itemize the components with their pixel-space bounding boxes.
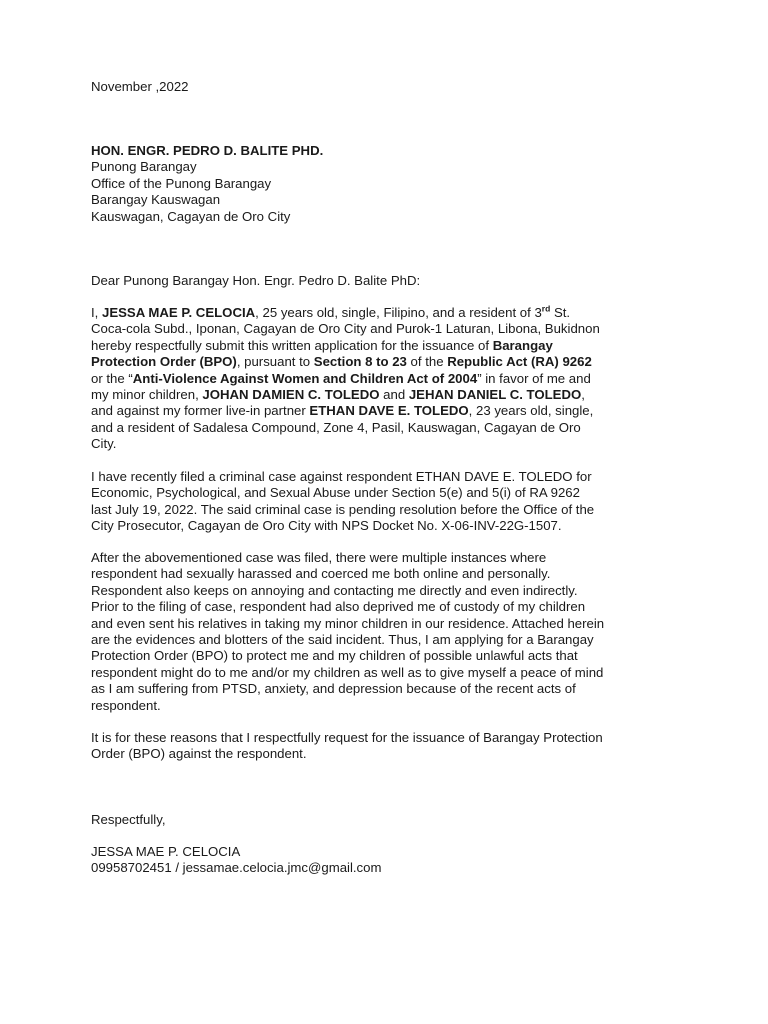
- paragraph-line: respondent might do to me and/or my children as well as to give myself a peace of mind: [91, 664, 604, 680]
- salutation-text: Dear Punong Barangay Hon. Engr. Pedro D. Balite PhD:: [91, 273, 421, 288]
- paragraph-line: [91, 321, 681, 337]
- signature-contact: 09958702451 / jessamae.celocia.jmc@gmail.com: [91, 860, 382, 876]
- text-run: my minor children,: [91, 387, 203, 403]
- text-run: City.: [91, 436, 117, 452]
- addressee-line: Kauswagan, Cagayan de Oro City: [91, 208, 291, 224]
- text-run: Coca-cola Subd., Iponan, Cagayan de Oro City and Purok-1 Laturan, Libona, Bukidnon: [91, 321, 600, 337]
- bold-text: Section 8 to 23: [313, 354, 407, 370]
- bold-text: Anti-Violence Against Women and Children Act of 2004: [132, 370, 478, 386]
- paragraph-application: [91, 305, 681, 453]
- bold-text: JEHAN DANIEL C. TOLEDO: [408, 387, 582, 403]
- bold-text: JESSA MAE P. CELOCIA: [102, 305, 256, 320]
- salutation: [91, 273, 681, 289]
- text-run: I,: [91, 305, 102, 320]
- paragraph-line: [91, 387, 681, 403]
- paragraph-incidents: [91, 550, 681, 714]
- paragraph-line: [91, 305, 681, 321]
- paragraph-line: Respondent also keeps on annoying and contacting me directly and even indirectly.: [91, 582, 578, 598]
- paragraph-line: [91, 420, 681, 436]
- bold-text: Protection Order (BPO): [91, 354, 237, 370]
- bold-text: ETHAN DAVE E. TOLEDO: [309, 403, 469, 419]
- bold-text: Barangay: [492, 337, 553, 353]
- signature-name: JESSA MAE P. CELOCIA: [91, 844, 241, 859]
- paragraph-line: are the evidences and blotters of the said incident. Thus, I am applying for a Barangay: [91, 632, 594, 648]
- closing: [91, 812, 681, 828]
- paragraph-line: and even sent his relatives in taking my minor children in our residence. Attached herein: [91, 615, 605, 631]
- paragraph-line: Prior to the filing of case, respondent had also deprived me of custody of my children: [91, 599, 586, 615]
- text-run: of the: [406, 354, 448, 370]
- date-text: November ,2022: [91, 79, 189, 94]
- paragraph-line: Order (BPO) against the respondent.: [91, 746, 307, 762]
- paragraph-line: as I am suffering from PTSD, anxiety, and depression because of the recent acts of: [91, 681, 576, 697]
- text-run: St.: [550, 305, 571, 320]
- paragraph-line: I have recently filed a criminal case against respondent ETHAN DAVE E. TOLEDO for: [91, 469, 592, 484]
- addressee-line: Punong Barangay: [91, 159, 197, 175]
- superscript-text: rd: [541, 303, 551, 314]
- paragraph-criminal-case: [91, 469, 681, 535]
- paragraph-line: City Prosecutor, Cagayan de Oro City with NPS Docket No. X-06-INV-22G-1507.: [91, 518, 562, 534]
- bold-text: Republic Act (RA) 9262: [447, 354, 592, 370]
- addressee-line: Office of the Punong Barangay: [91, 175, 272, 191]
- paragraph-request: [91, 730, 681, 763]
- closing-text: Respectfully,: [91, 812, 166, 827]
- text-run: and against my former live-in partner: [91, 403, 310, 419]
- signature-block: [91, 844, 681, 877]
- text-run: or the “: [91, 370, 133, 386]
- paragraph-line: After the abovementioned case was filed, there were multiple instances where: [91, 550, 547, 565]
- addressee-line: Barangay Kauswagan: [91, 192, 221, 208]
- paragraph-line: last July 19, 2022. The said criminal case is pending resolution before the Office of the: [91, 501, 595, 517]
- paragraph-line: respondent had sexually harassed and coerced me both online and personally.: [91, 566, 551, 582]
- bold-text: JOHAN DAMIEN C. TOLEDO: [202, 387, 380, 403]
- paragraph-line: Economic, Psychological, and Sexual Abuse under Section 5(e) and 5(i) of RA 9262: [91, 485, 580, 501]
- text-run: ” in favor of me and: [477, 370, 591, 386]
- text-run: and: [379, 387, 409, 403]
- text-run: ,: [581, 387, 585, 403]
- text-run: , 23 years old, single,: [468, 403, 594, 419]
- paragraph-line: [91, 436, 681, 452]
- paragraph-line: respondent.: [91, 697, 161, 713]
- paragraph-line: [91, 403, 681, 419]
- paragraph-line: [91, 338, 681, 354]
- letter-date: [91, 79, 681, 95]
- paragraph-line: [91, 354, 681, 370]
- addressee-block: [91, 143, 681, 225]
- paragraph-line: Protection Order (BPO) to protect me and my children of possible unlawful acts that: [91, 648, 578, 664]
- text-run: hereby respectfully submit this written application for the issuance of: [91, 337, 493, 353]
- text-run: and a resident of Sadalesa Compound, Zone 4, Pasil, Kauswagan, Cagayan de Oro: [91, 419, 581, 435]
- text-run: , 25 years old, single, Filipino, and a resident of 3: [255, 305, 542, 320]
- paragraph-line: It is for these reasons that I respectfully request for the issuance of Barangay Protection: [91, 730, 603, 745]
- paragraph-line: [91, 371, 681, 387]
- text-run: , pursuant to: [236, 354, 314, 370]
- addressee-name: HON. ENGR. PEDRO D. BALITE PHD.: [91, 143, 324, 158]
